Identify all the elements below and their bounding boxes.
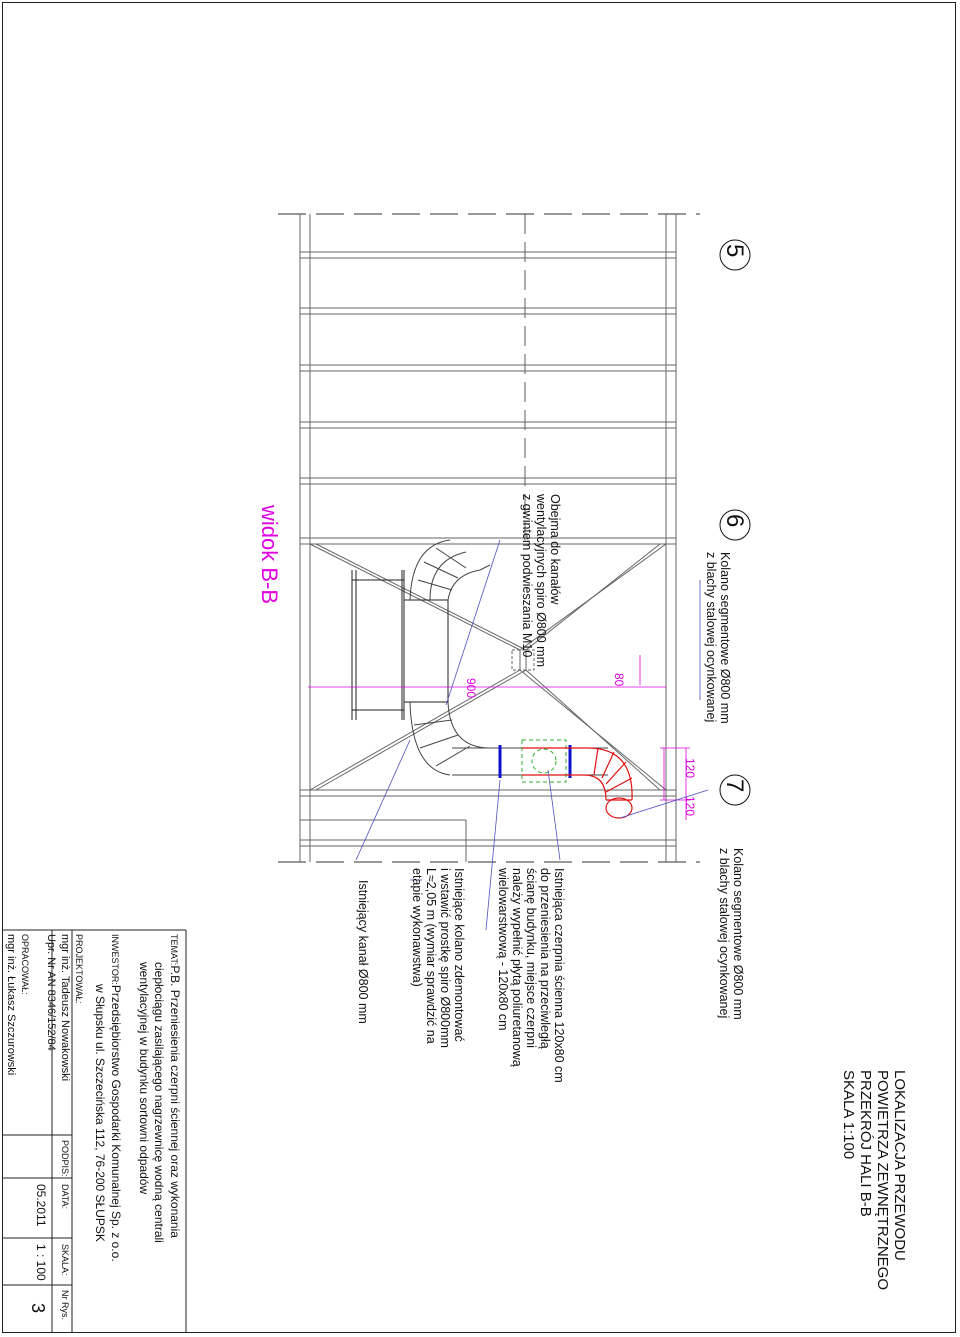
spiro-straight [452, 748, 608, 775]
dimension-80: 80 [612, 673, 626, 687]
title-block-inwestor: INWESTOR:Przedsiębiorstwo Gospodarki Komunalnej Sp. z o.o. w Słupsku ul. Szczecińska 112, 76-200 SŁUPSK [93, 934, 123, 1262]
title-block-projektowal: PROJEKTOWAŁ: mgr inż. Tadeusz Nowakowski Upr. Nr AN 8346/152/84 [45, 934, 84, 1082]
annotation-elbow-7: Kolano segmentowe Ø800 mm z blachy stalowej ocynkowanej [717, 848, 745, 1020]
view-title: widok B-B [257, 505, 282, 605]
elbow-7-red [522, 748, 632, 818]
marker-7: 7 [721, 779, 748, 793]
dimension-900: 900 [464, 678, 478, 699]
dimension-120-b: 120 [683, 796, 697, 817]
marker-6: 6 [721, 514, 748, 528]
removed-intake [522, 740, 566, 782]
annotation-duct: Istniejący kanał Ø800 mm [356, 880, 370, 1024]
truss-structure [300, 214, 676, 862]
annotation-clamp: Obejma do kanałów wentylacyjnych spiro Ø800 mm z gwintem podwieszania M10 [520, 494, 562, 667]
label-skala: SKALA: [60, 1244, 70, 1276]
dimension-120-a: 120 [683, 758, 697, 779]
title-block-opracowal: OPRACOWAŁ: mgr inż. Łukasz Szczurowski [5, 934, 30, 1076]
annotation-elbow-old: Istniejące kolano zdemontować i wstawić prostkę spiro Ø800mm L≈2,05 m (wymiar sprawdzić na etapie wykonawstwa) [410, 868, 466, 1048]
label-nr-rys: Nr Rys. [60, 1290, 70, 1320]
sheet-title: LOKALIZACJA PRZEWODU POWIETRZA ZEWNĘTRZNEGO PRZEKRÓJ HALI B-B SKALA 1:100 [840, 1070, 908, 1290]
dimension-lines [308, 655, 690, 820]
title-block-temat: TEMAT:P.B. Przeniesienia czerpni ściennej oraz wykonania ciepłociągu zasilającego nagrzewnicę wodną centrali wentylacyjnej w budynku sortowni odpadów [137, 934, 182, 1243]
label-podpis: PODPIS: [60, 1140, 70, 1177]
marker-5: 5 [721, 244, 748, 258]
value-data: 05.2011 [34, 1184, 48, 1227]
value-skala: 1 : 100 [34, 1244, 48, 1281]
elbow-6-left [410, 540, 490, 600]
label-data: DATA: [60, 1184, 70, 1210]
annotation-elbow-6: Kolano segmentowe Ø800 mm z blachy stalowej ocynkowanej [704, 552, 732, 724]
value-nr-rys: 3 [28, 1303, 48, 1314]
annotation-intake: Istniejąca czerpnia ścienna 120x80 cm do przeniesienia na przeciwległą ścianę budynku, miejsce czerpni należy wypełnić płytą poliuretanową wielowarstwową - 120x80 cm [496, 868, 566, 1083]
duct-support-frame [352, 570, 448, 720]
